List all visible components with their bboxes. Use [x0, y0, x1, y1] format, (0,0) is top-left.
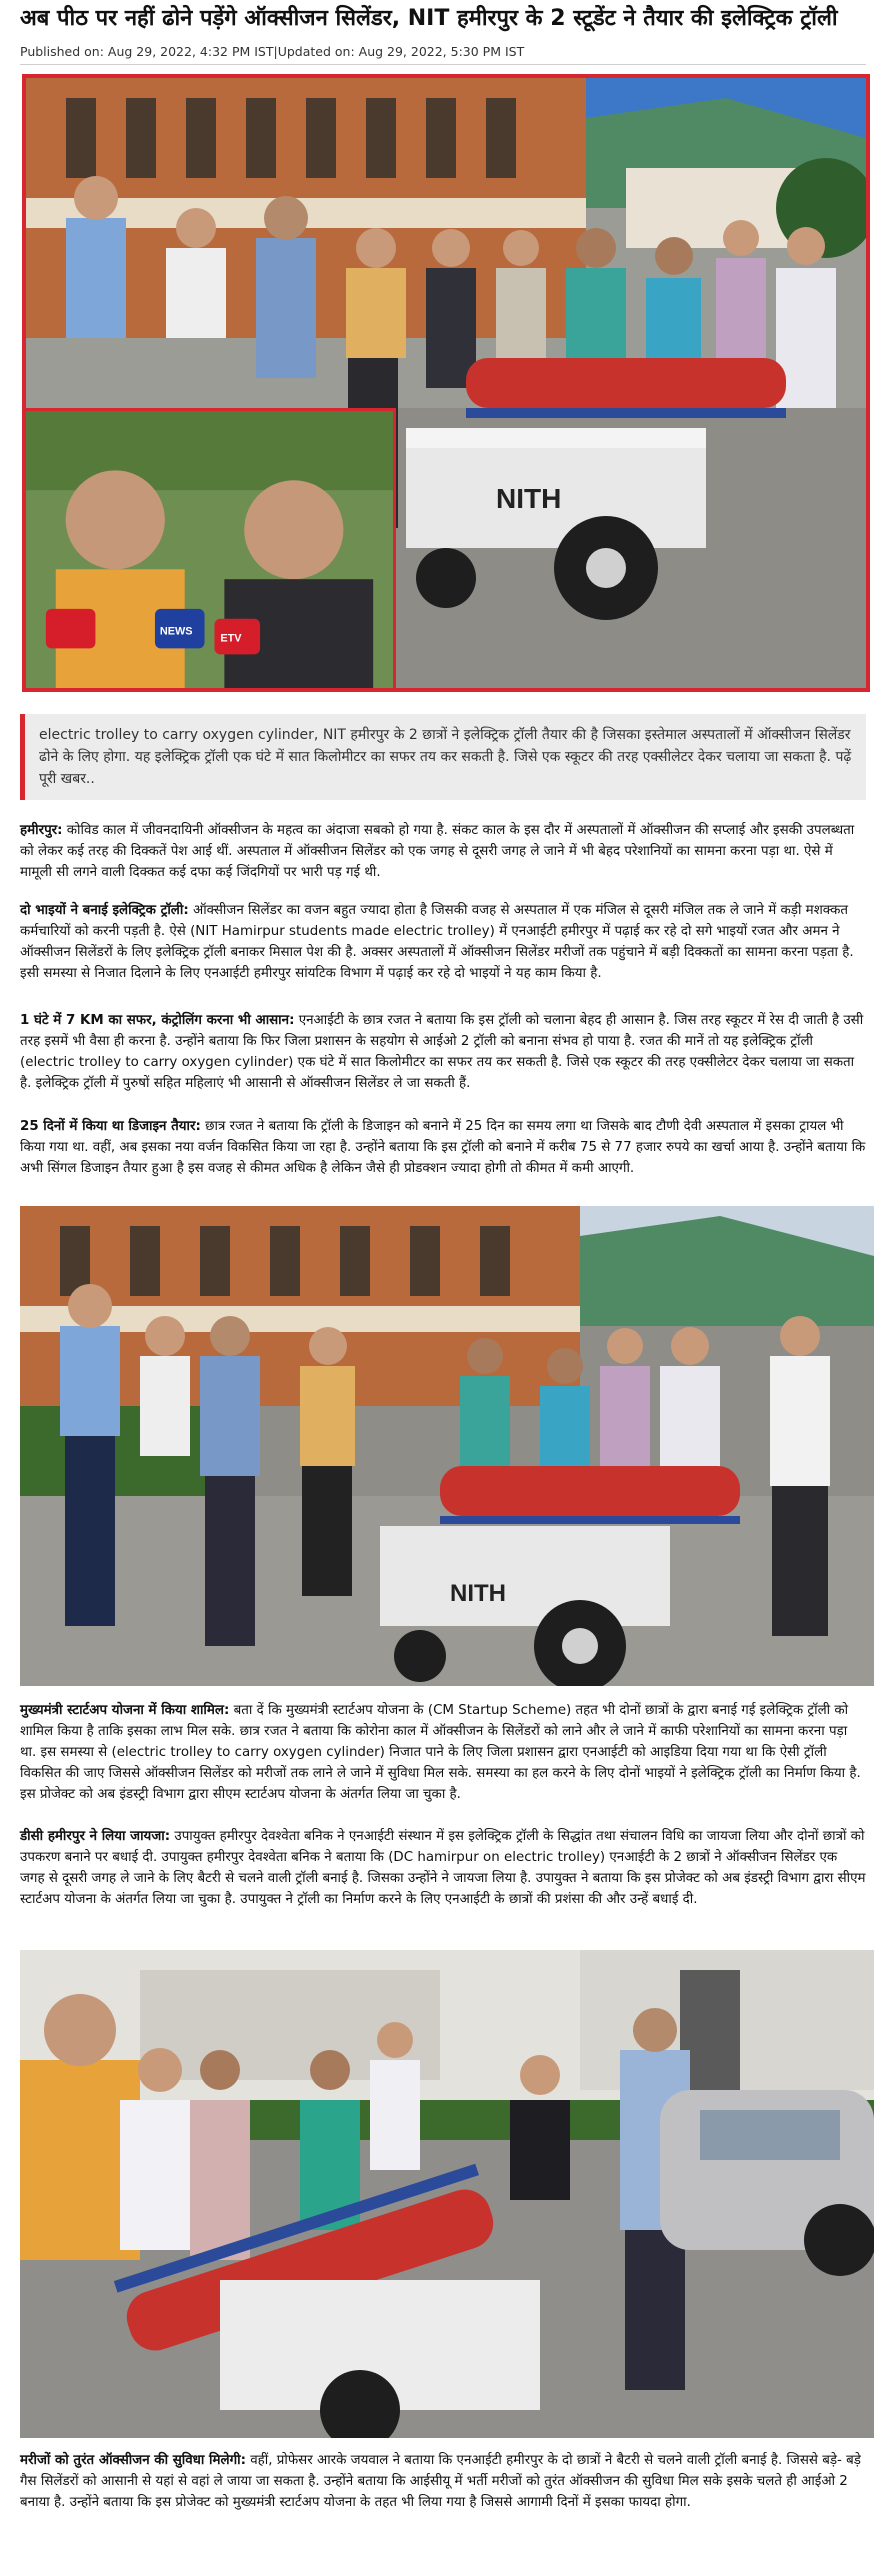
paragraph-6: [20, 1826, 866, 1910]
article-photo-3-scene: [20, 1950, 874, 2438]
paragraph-2-text: ऑक्सीजन सिलेंडर का वजन बहुत ज्यादा होता है जिसकी वजह से अस्पताल में एक मंजिल से दूसरी मंजिल तक ले जाने में कड़ी मशक्कत कर्मचारियों को करनी पड़ती है. ऐसे (NIT Hamirpur students made electric trolley) में एनआईटी हमीरपुर में पढ़ाई कर रहे दो सगे भाइयों रजत और अमन ने ऑक्सीजन सिलेंडरों के लिए इलेक्ट्रिक ट्रॉली बनाकर मिसाल पेश की है. अक्सर अस्पतालों में ऑक्सीजन सिलेंडर मरीजों तक पहुंचाने में बड़ी दिक्कतों का सामना करना पड़ता है. इसी समस्या से निजात दिलाने के लिए एनआईटी हमीरपुर सांयटिक विभाग में पढ़ाई कर रहे दो भाइयों ने यह काम किया है.: [20, 903, 854, 981]
article-photo-2-scene: [20, 1206, 874, 1686]
paragraph-1-lead: हमीरपुर:: [20, 823, 63, 838]
paragraph-3-lead: 1 घंटे में 7 KM का सफर, कंट्रोलिंग करना भी आसान:: [20, 1013, 295, 1028]
article-summary: electric trolley to carry oxygen cylinder, NIT हमीरपुर के 2 छात्रों ने इलेक्ट्रिक ट्रॉली तैयार की है जिसका इस्तेमाल अस्पतालों में ऑक्सीजन सिलेंडर ढोने के लिए होगा. यह इलेक्ट्रिक ट्रॉली एक घंटे में सात किलोमीटर का सफर तय कर सकती है. जिसे एक स्कूटर की तरह एक्सीलेटर देकर चलाया जा सकता है. पढ़ें पूरी खबर..: [20, 714, 866, 800]
paragraph-5-lead: मुख्यमंत्री स्टार्टअप योजना में किया शामिल:: [20, 1703, 230, 1718]
paragraph-5: [20, 1700, 866, 1805]
inset-photo-scene: [26, 411, 393, 688]
paragraph-1: [20, 820, 866, 883]
paragraph-2: [20, 900, 866, 984]
paragraph-6-text: उपायुक्त हमीरपुर देवश्वेता बनिक ने एनआईटी संस्थान में इस इलेक्ट्रिक ट्रॉली के सिद्धांत तथा संचालन विधि का जायजा लिया और दोनों छात्रों को उपकरण बनाने पर बधाई दी. उपायुक्त हमीरपुर देवश्वेता बनिक ने बताया कि (DC hamirpur on electric trolley) एनआईटी के 2 छात्रों ने ऑक्सीजन सिलेंडर एक जगह से दूसरी जगह ले जाने के लिए बैटरी से चलने वाली ट्रॉली बनाई है. जिसका उन्होंने ने जायजा लिया है. उपायुक्त ने बताया कि इस प्रोजेक्ट को अब इंडस्ट्री विभाग द्वारा सीएम स्टार्टअप योजना के अंतर्गत लिया जा चुका है. उपायुक्त ने ट्रॉली का निर्माण करने के लिए एनआईटी के छात्रों की प्रशंसा की और उन्हें बधाई दी.: [20, 1829, 866, 1907]
paragraph-7: [20, 2450, 866, 2513]
paragraph-4: [20, 1116, 866, 1179]
inset-photo: [26, 408, 396, 688]
paragraph-4-text: छात्र रजत ने बताया कि ट्रॉली के डिजाइन को बनाने में 25 दिन का समय लगा था जिसके बाद टौणी देवी अस्पताल में इसका ट्रायल भी किया गया था. वहीं, अब इसका नया वर्जन विकसित किया जा रहा है. उन्होंने बताया कि इस ट्रॉली को बनाने में करीब 75 से 77 हजार रुपये का खर्चा आया है. उन्होंने बताया कि अभी सिंगल डिजाइन तैयार हुआ है इस वजह से कीमत अधिक है लेकिन जैसे ही प्रोडक्शन ज्यादा होगी तो कीमत में कमी आएगी.: [20, 1119, 866, 1176]
paragraph-3: [20, 1010, 866, 1094]
mic-badge: NEWS: [159, 625, 193, 638]
paragraph-4-lead: 25 दिनों में किया था डिजाइन तैयार:: [20, 1119, 201, 1134]
trolley-label: NITH: [496, 483, 562, 514]
paragraph-7-lead: मरीजों को तुरंत ऑक्सीजन की सुविधा मिलेगी:: [20, 2453, 246, 2468]
main-photo: [22, 74, 870, 692]
article-headline: अब पीठ पर नहीं ढोने पड़ेंगे ऑक्सीजन सिलेंडर, NIT हमीरपुर के 2 स्टूडेंट ने तैयार की इलेक्ट्रिक ट्रॉली: [20, 6, 838, 31]
article-photo-2: [20, 1206, 874, 1686]
article-photo-3: [20, 1950, 874, 2438]
paragraph-5-text: बता दें कि मुख्यमंत्री स्टार्टअप योजना के (CM Startup Scheme) तहत भी दोनों छात्रों के द्वारा बनाई गई इलेक्ट्रिक ट्रॉली को शामिल किया है ताकि इसका लाभ मिल सके. छात्र रजत ने बताया कि कोरोना काल में ऑक्सीजन के सिलेंडरों को लाने और ले जाने में काफी परेशानियों का सामना करना पड़ा था. इस समस्या से (electric trolley to carry oxygen cylinder) निजात पाने के लिए जिला प्रशासन द्वारा एनआईटी को आइडिया दिया गया था कि ऐसी ट्रॉली विकसित की जाए जिससे ऑक्सीजन सिलेंडर को मरीजों तक लाने ले जाने में सुविधा मिल सके. समस्या का हल करने के लिए दोनों भाइयों ने इलेक्ट्रिक ट्रॉली का निर्माण किया है. इस प्रोजेक्ट को अब इंडस्ट्री विभाग द्वारा सीएम स्टार्टअप योजना के अंतर्गत लिया जा चुका है.: [20, 1703, 861, 1802]
paragraph-2-lead: दो भाइयों ने बनाई इलेक्ट्रिक ट्रॉली:: [20, 903, 189, 918]
publish-info: Published on: Aug 29, 2022, 4:32 PM IST|Updated on: Aug 29, 2022, 5:30 PM IST: [20, 44, 525, 59]
paragraph-7-text: वहीं, प्रोफेसर आरके जयवाल ने बताया कि एनआईटी हमीरपुर के दो छात्रों ने बैटरी से चलने वाली ट्रॉली बनाई है. जिससे बड़े- बड़े गैस सिलेंडरों को आसानी से यहां से वहां ले जाया जा सकता है. उन्होंने बताया कि आईसीयू में भर्ती मरीजों को तुरंत ऑक्सीजन की सुविधा मिल सके इसके चलते ही आईओ 2 बनाया है. उन्होंने बताया कि इस प्रोजेक्ट को मुख्यमंत्री स्टार्टअप योजना के तहत भी लिया गया है जिससे आगामी दिनों में इसका फायदा होगा.: [20, 2453, 861, 2510]
paragraph-6-lead: डीसी हमीरपुर ने लिया जायजा:: [20, 1829, 171, 1844]
trolley-label-2: NITH: [450, 1580, 506, 1607]
paragraph-1-text: कोविड काल में जीवनदायिनी ऑक्सीजन के महत्व का अंदाजा सबको हो गया है. संकट काल के इस दौर में अस्पतालों में ऑक्सीजन की सप्लाई और इसकी उपलब्धता को लेकर कई तरह की दिक्कतें पेश आई थीं. अस्पताल में ऑक्सीजन सिलेंडर को एक जगह से दूसरी जगह ले जाने में भी बेहद परेशानियों का सामना करना पड़ा था. ऐसे में मामूली सी लगने वाली दिक्कत कई दफा कई जिंदगियों पर भारी पड़ गई थी.: [20, 823, 855, 880]
paragraph-3-text: एनआईटी के छात्र रजत ने बताया कि इस ट्रॉली को चलाना बेहद ही आसान है. जिस तरह स्कूटर में रेस दी जाती है उसी तरह इसमें भी वैसा ही करना है. उन्होंने बताया कि फिर जिला प्रशासन के सहयोग से आईओ 2 ट्रॉली को बनाना संभव हो पाया है. रजत की मानें तो यह इलेक्ट्रिक ट्रॉली (electric trolley to carry oxygen cylinder) एक घंटे में सात किलोमीटर का सफर तय कर सकती है. जिसे एक स्कूटर की तरह एक्सीलेटर देकर चलाया जा सकता है. इलेक्ट्रिक ट्रॉली में पुरुषों सहित महिलाएं भी आसानी से ऑक्सीजन सिलेंडर ले जा सकती हैं.: [20, 1013, 864, 1091]
divider: [20, 64, 866, 65]
mic-badge-2: ETV: [220, 632, 242, 645]
